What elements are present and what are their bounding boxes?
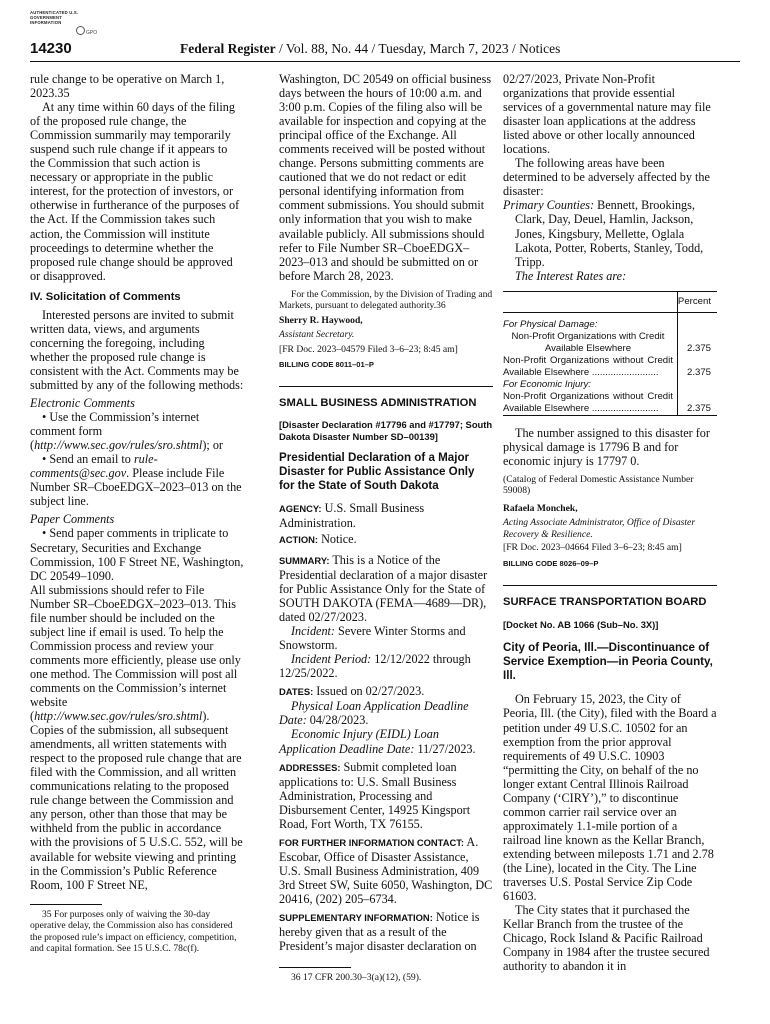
paragraph: The City states that it purchased the Kellar Branch from the trustee of the Chicago, Rock Island & Pacific Railroad Company in 1984 after the trustee secured authority to abandon it in xyxy=(503,903,710,974)
row-group-economic: For Economic Injury: xyxy=(503,379,677,391)
running-head xyxy=(180,41,560,57)
column-3 xyxy=(503,72,717,973)
list-item: • Use the Commission’s internet comment form (http://www.sec.gov/rules/sro.shtml); or xyxy=(30,410,223,453)
rate-label: Non-Profit Organizations without Credit Available Elsewhere ......................... xyxy=(503,391,677,416)
rate-value: 2.375 xyxy=(677,391,717,416)
dates: DATES: Issued on 02/27/2023. xyxy=(279,684,425,699)
paragraph: Washington, DC 20549 on official business days between the hours of 10:00 a.m. and 3:00 p.m. Copies of the filing also will be available for inspection and copying at the principal office of the Exchange. All comments received will be posted without change. Persons submitting comments are cautioned that we do not redact or edit personal identifying information from comment submissions. You should submit only information that you wish to make available publicly. All submissions should refer to File Number SR–CboeEDGX–2023–013 and should be submitted on or before March 28, 2023. xyxy=(279,72,492,283)
eidl-deadline: Economic Injury (EIDL) Loan Application Deadline Date: 11/27/2023. xyxy=(279,727,476,756)
column-1 xyxy=(30,72,244,955)
signer-title: Acting Associate Administrator, Office of Disaster Recovery & Resilience. xyxy=(503,517,696,540)
paragraph: All submissions should refer to File Number SR–CboeEDGX–2023–013. This file number should be included on the subject line if email is used. To help the Commission process and review your comments more efficiently, please use only one method. The Commission will post all comments on the Commission’s internet website (http://www.sec.gov/rules/sro.shtml). Copies of the submission, all subsequent amendments, all written statements with respect to the proposed rule change that are filed with the Commission, and all written communications relating to the proposed rule change between the Commission and any person, other than those that may be withheld from the public in accordance with the provisions of 5 U.S.C. 552, will be available for website viewing and printing in the Commission’s Public Reference Room, 100 F Street NE, xyxy=(30,582,243,892)
agency-heading: SURFACE TRANSPORTATION BOARD xyxy=(503,595,707,608)
catalog: (Catalog of Federal Domestic Assistance Number 59008) xyxy=(503,473,694,497)
billing-code: BILLING CODE 8026–09–P xyxy=(503,558,599,568)
paragraph: 02/27/2023, Private Non-Profit organizations that provide essential services of a governmental nature may file disaster loan applications at the address listed above or other locally announced locations. xyxy=(503,72,711,157)
summary: SUMMARY: This is a Notice of the Presidential declaration of a major disaster for Public Assistance Only for the State of SOUTH DAKOTA (FEMA—4689—DR), dated 02/27/2023. xyxy=(279,552,488,625)
signer-title: Assistant Secretary. xyxy=(279,329,355,341)
paragraph: The following areas have been determined to be adversely affected by the disaster: xyxy=(503,156,710,199)
subheading-electronic: Electronic Comments xyxy=(30,396,135,411)
footnote: 35 For purposes only of waiving the 30-day operative delay, the Commission also has considered the proposed rule’s impact on efficiency, competition, and capital formation. See 15 U.S.C. 78c(f). xyxy=(30,908,237,955)
docket: [Disaster Declaration #17796 and #17797; South Dakota Disaster Number SD–00139] xyxy=(279,418,493,442)
gpo-authentication-logo xyxy=(30,10,112,40)
header-rule xyxy=(30,61,740,62)
interest-rates-table xyxy=(503,291,717,416)
fr-doc: [FR Doc. 2023–04664 Filed 3–6–23; 8:45 am] xyxy=(503,542,682,554)
rate-label: Non-Profit Organizations with Credit Available Elsewhere xyxy=(503,331,677,355)
footnote-rule xyxy=(30,904,102,905)
footnote-rule xyxy=(279,967,351,968)
journal-name: Federal Register xyxy=(180,41,276,56)
row-group-physical: For Physical Damage: xyxy=(503,312,677,331)
physical-deadline: Physical Loan Application Deadline Date: 04/28/2023. xyxy=(279,699,469,728)
link[interactable]: http://www.sec.gov/rules/sro.shtml xyxy=(34,709,203,724)
signer-name: Rafaela Monchek, xyxy=(503,502,578,514)
logo-text: AUTHENTICATED U.S. GOVERNMENT INFORMATION xyxy=(30,10,79,25)
separator xyxy=(503,585,717,586)
rates-intro: The Interest Rates are: xyxy=(515,268,627,283)
link[interactable]: http://www.sec.gov/rules/sro.shtml xyxy=(34,438,203,453)
gpo-seal-icon xyxy=(76,26,85,35)
page-number: 14230 xyxy=(30,40,72,57)
section-heading: IV. Solicitation of Comments xyxy=(30,290,181,303)
incident-period: Incident Period: 12/12/2022 through 12/25/2022. xyxy=(279,652,471,681)
action-line: ACTION: Notice. xyxy=(279,531,357,546)
agency-line: AGENCY: U.S. Small Business Administration. xyxy=(279,500,425,530)
addresses: ADDRESSES: Submit completed loan applications to: U.S. Small Business Administration, Processing and Disbursement Center, 14925 Kingsport Road, Fort Worth, TX 76155. xyxy=(279,759,471,831)
list-item: • Send paper comments in triplicate to Secretary, Securities and Exchange Commission, 100 F Street NE, Washington, DC 20549–1090. xyxy=(30,526,244,583)
incident: Incident: Severe Winter Storms and Snowstorm. xyxy=(279,624,466,653)
issue-info: / Vol. 88, No. 44 / Tuesday, March 7, 2023 / Notices xyxy=(278,41,561,56)
rate-value: 2.375 xyxy=(686,342,711,354)
paragraph: On February 15, 2023, the City of Peoria, Ill. (the City), filed with the Board a petition under 49 U.S.C. 10502 for an exemption from the prior approval requirements of 49 U.S.C. 10903 “permitting the City, on behalf of the no longer extant Central Illinois Railroad Company (‘CIRY’),” to discontinue common carrier rail service over an approximately 1.1-mile portion of a railroad line known as the Kellar Branch, extending between mileposts 1.71 and 2.78 (the Line), located in the City. The Line traverses U.S. Postal Service Zip Code 61603. xyxy=(503,692,717,904)
column-2 xyxy=(279,72,493,984)
for-the-commission: For the Commission, by the Division of Trading and Markets, pursuant to delegated authority.36 xyxy=(279,288,493,312)
paragraph: Interested persons are invited to submit written data, views, and arguments concerning the foregoing, including whether the proposed rule change is consistent with the Act. Comments may be submitted by any of the following methods: xyxy=(30,307,244,392)
logo-gpo: GPO xyxy=(86,30,98,36)
contact: FOR FURTHER INFORMATION CONTACT: A. Escobar, Office of Disaster Assistance, U.S. Small Business Administration, 409 3rd Street SW, Suite 6050, Washington, DC 20416, (202) 205–6734. xyxy=(279,834,493,906)
agency-heading: SMALL BUSINESS ADMINISTRATION xyxy=(279,397,477,410)
document-title: City of Peoria, Ill.—Discontinuance of Service Exemption—in Peoria County, Ill. xyxy=(503,641,713,683)
rate-value: 2.375 xyxy=(686,366,711,378)
subheading-paper: Paper Comments xyxy=(30,512,115,527)
column-header-percent: Percent xyxy=(677,291,717,312)
footnote: 36 17 CFR 200.30–3(a)(12), (59). xyxy=(291,972,422,984)
list-item: • Send an email to rule-comments@sec.gov. Please include File Number SR–CboeEDGX–2023–013 on the subject line. xyxy=(30,452,242,509)
fr-doc: [FR Doc. 2023–04579 Filed 3–6–23; 8:45 am] xyxy=(279,343,458,355)
email-link[interactable]: rule-comments@sec.gov xyxy=(30,452,158,481)
primary-counties: Primary Counties: Bennett, Brookings, Clark, Day, Deuel, Hamlin, Jackson, Jones, Kingsbury, Mellette, Oglala Lakota, Potter, Roberts, Stanley, Todd, Tripp. xyxy=(503,198,704,269)
document-title: Presidential Declaration of a Major Disaster for Public Assistance Only for the State of South Dakota xyxy=(279,450,475,492)
signer-name: Sherry R. Haywood, xyxy=(279,314,363,326)
paragraph: The number assigned to this disaster for physical damage is 17796 B and for economic injury is 17797 0. xyxy=(503,425,710,468)
supplementary-info: SUPPLEMENTARY INFORMATION: Notice is hereby given that as a result of the President’s major disaster declaration on xyxy=(279,910,480,954)
paragraph: At any time within 60 days of the filing of the proposed rule change, the Commission summarily may temporarily suspend such rule change if it appears to the Commission that such action is necessary or appropriate in the public interest, for the protection of investors, or otherwise in furtherance of the purposes of the Act. If the Commission takes such action, the Commission will institute proceedings to determine whether the proposed rule change should be approved or disapproved. xyxy=(30,100,240,283)
rate-label: Non-Profit Organizations without Credit Available Elsewhere ......................... xyxy=(503,355,677,379)
billing-code: BILLING CODE 8011–01–P xyxy=(279,360,374,370)
paragraph: rule change to be operative on March 1, 2023.35 xyxy=(30,72,225,101)
separator xyxy=(279,386,493,387)
docket: [Docket No. AB 1066 (Sub–No. 3X)] xyxy=(503,619,659,631)
